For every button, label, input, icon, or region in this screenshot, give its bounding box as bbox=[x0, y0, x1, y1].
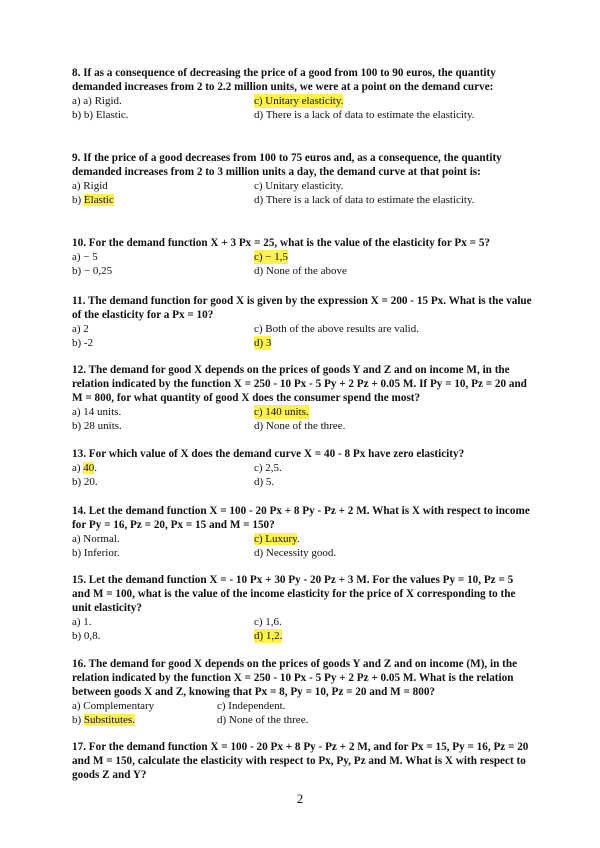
option-a: a) a) Rigid. bbox=[72, 95, 122, 107]
option-prefix: b) bbox=[72, 194, 84, 206]
options bbox=[72, 405, 534, 433]
option-a: a) 1. bbox=[72, 616, 92, 628]
question-14 bbox=[72, 504, 534, 560]
question-8 bbox=[72, 66, 534, 122]
page-number: 2 bbox=[296, 791, 304, 806]
option-prefix: a) bbox=[72, 462, 84, 474]
option-a bbox=[72, 461, 97, 475]
option-c: c) 140 units. bbox=[254, 406, 309, 418]
option-a: a) Complementary bbox=[72, 700, 155, 712]
option-c: c) Independent. bbox=[217, 700, 286, 712]
option-a: a) Normal. bbox=[72, 533, 120, 545]
option-c: c) 2,5. bbox=[254, 462, 282, 474]
option-a: a) 2 bbox=[72, 323, 89, 335]
option-a: a) 14 units. bbox=[72, 406, 122, 418]
option-d: d) None of the three. bbox=[254, 420, 346, 432]
options bbox=[72, 322, 534, 350]
option-answer: 40 bbox=[83, 462, 95, 474]
question-text: 8. If as a consequence of decreasing the price of a good from 100 to 90 euros, the quantity demanded increases from 2 to 2.2 million units, we were at a point on the demand curve: bbox=[72, 67, 496, 93]
option-c bbox=[254, 532, 300, 546]
question-text: 11. The demand function for good X is given by the expression X = 200 - 15 Px. What is the value of the elasticity for a Px = 10? bbox=[72, 295, 532, 321]
question-13 bbox=[72, 447, 534, 489]
question-15 bbox=[72, 573, 534, 643]
question-text: 10. For the demand function X + 3 Px = 25, what is the value of the elasticity for Px = 5? bbox=[72, 237, 491, 249]
question-text: 13. For which value of X does the demand curve X = 40 - 8 Px have zero elasticity? bbox=[72, 448, 465, 460]
option-b bbox=[72, 713, 135, 727]
option-d: d) There is a lack of data to estimate the elasticity. bbox=[254, 109, 475, 121]
options bbox=[72, 699, 534, 727]
option-c: c) − 1,5 bbox=[254, 251, 288, 263]
options bbox=[72, 94, 534, 122]
option-c: c) Unitary elasticity. bbox=[254, 180, 344, 192]
option-b: b) -2 bbox=[72, 337, 94, 349]
question-10 bbox=[72, 236, 534, 278]
question-17 bbox=[72, 740, 534, 782]
question-text: 17. For the demand function X = 100 - 20 Px + 8 Py - Pz + 2 M, and for Px = 15, Py = 16, Pz = 20 and M = 150, calculate the elasticity with respect to Px, Py, Pz and M. What is X with respect to goods Z and Y? bbox=[72, 741, 529, 781]
question-12 bbox=[72, 363, 534, 433]
option-answer: c) Luxury bbox=[254, 533, 297, 545]
options bbox=[72, 615, 534, 643]
option-b: b) 0,8. bbox=[72, 630, 101, 642]
option-suffix: . bbox=[94, 462, 98, 474]
question-text: 12. The demand for good X depends on the prices of goods Y and Z and on income M, in the relation indicated by the function X = 250 - 10 Px - 5 Py + 2 Pz + 0.05 M. If Py = 10, Pz = 20 and M = 800, for what quantity of good X does the consumer spend the most? bbox=[72, 364, 527, 404]
question-text: 9. If the price of a good decreases from 100 to 75 euros and, as a consequence, the quantity demanded increases from 2 to 3 million units a day, the demand curve at that point is: bbox=[72, 152, 502, 178]
options bbox=[72, 461, 534, 489]
option-a: a) − 5 bbox=[72, 251, 98, 263]
option-answer: Substitutes. bbox=[83, 714, 135, 726]
question-text: 16. The demand for good X depends on the prices of goods Y and Z and on income (M), in the relation indicated by the function X = 250 - 10 Px - 5 Py + 2 Pz + 0.05 M. What is the relation between goods X and Z, knowing that Px = 8, Py = 10, Pz = 20 and M = 800? bbox=[72, 658, 518, 698]
option-b: b) − 0,25 bbox=[72, 265, 113, 277]
option-b: b) 28 units. bbox=[72, 420, 122, 432]
option-a: a) Rigid bbox=[72, 180, 108, 192]
option-d: d) 3 bbox=[254, 337, 272, 349]
option-suffix: . bbox=[296, 533, 300, 545]
option-b bbox=[72, 193, 114, 207]
option-d: d) Necessity good. bbox=[254, 547, 337, 559]
option-b: b) Inferior. bbox=[72, 547, 120, 559]
question-text: 15. Let the demand function X = - 10 Px + 30 Py - 20 Pz + 3 M. For the values Py = 10, Pz = 5 and M = 100, what is the value of the income elasticity for the price of X corresponding to the unit elasticity? bbox=[72, 574, 516, 614]
question-16 bbox=[72, 657, 534, 727]
question-text: 14. Let the demand function X = 100 - 20 Px + 8 Py - Pz + 2 M. What is X with respect to income for Py = 16, Pz = 20, Px = 15 and M = 150? bbox=[72, 505, 530, 531]
option-d: d) 5. bbox=[254, 476, 275, 488]
options bbox=[72, 179, 534, 207]
options bbox=[72, 532, 534, 560]
option-prefix: b) bbox=[72, 714, 84, 726]
option-answer: Elastic bbox=[83, 194, 114, 206]
question-9 bbox=[72, 151, 534, 207]
option-d: d) None of the above bbox=[254, 265, 347, 277]
option-c: c) Both of the above results are valid. bbox=[254, 323, 419, 335]
options bbox=[72, 250, 534, 278]
option-d: d) There is a lack of data to estimate the elasticity. bbox=[254, 194, 475, 206]
option-d: d) 1,2. bbox=[254, 630, 283, 642]
question-11 bbox=[72, 294, 534, 350]
option-c: c) Unitary elasticity. bbox=[254, 95, 344, 107]
option-c: c) 1,6. bbox=[254, 616, 282, 628]
option-b: b) 20. bbox=[72, 476, 98, 488]
option-d: d) None of the three. bbox=[217, 714, 309, 726]
option-b: b) b) Elastic. bbox=[72, 109, 129, 121]
